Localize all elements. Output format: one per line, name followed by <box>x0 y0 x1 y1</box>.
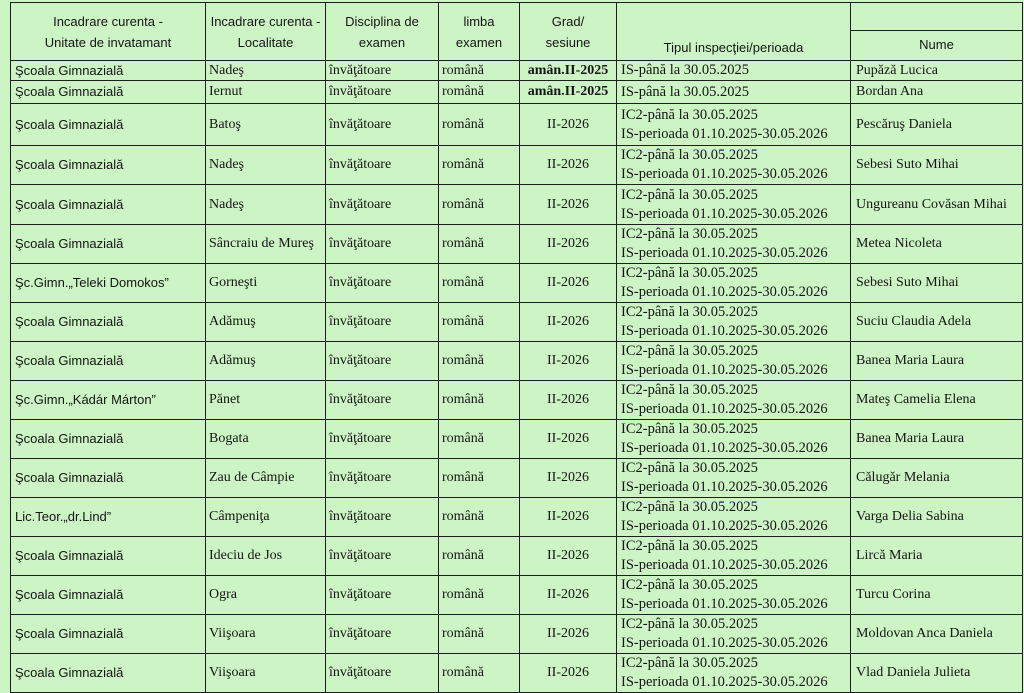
table-row <box>11 104 1023 146</box>
locality-cell: Iernut <box>206 81 326 104</box>
language-cell: română <box>439 225 520 264</box>
inspection-cell <box>617 303 851 342</box>
grade-cell: amân.II-2025 <box>520 81 617 104</box>
language-cell: română <box>439 498 520 537</box>
table-row <box>11 420 1023 459</box>
table-row <box>11 537 1023 576</box>
unit-cell: Şcoala Gimnazială <box>11 654 206 693</box>
language-cell: română <box>439 576 520 615</box>
name-cell: Călugăr Melania <box>851 459 1023 498</box>
header-line: examen <box>455 34 503 50</box>
table-row <box>11 61 1023 81</box>
locality-cell: Batoş <box>206 104 326 146</box>
name-cell: Banea Maria Laura <box>851 342 1023 381</box>
grade-cell: II-2026 <box>520 537 617 576</box>
language-cell: română <box>439 420 520 459</box>
inspection-line: IS-perioada 01.10.2025-30.05.2026 <box>621 125 828 142</box>
grade-cell: II-2026 <box>520 342 617 381</box>
discipline-cell: învăţătoare <box>326 537 439 576</box>
header-line: sesiune <box>545 34 591 50</box>
inspection-line: IS-perioada 01.10.2025-30.05.2026 <box>621 245 828 261</box>
header-line: Nume <box>919 37 954 52</box>
inspection-line: IC2-până la 30.05.2025 <box>621 147 758 163</box>
discipline-cell: învăţătoare <box>326 654 439 693</box>
language-cell: română <box>439 459 520 498</box>
unit-cell: Şcoala Gimnazială <box>11 537 206 576</box>
unit-cell: Şcoala Gimnazială <box>11 81 206 104</box>
name-cell: Lircă Maria <box>851 537 1023 576</box>
inspection-cell <box>617 498 851 537</box>
inspection-cell <box>617 225 851 264</box>
inspection-line: IC2-până la 30.05.2025 <box>621 577 758 593</box>
unit-cell: Şcoala Gimnazială <box>11 576 206 615</box>
locality-cell: Adămuş <box>206 342 326 381</box>
table-row <box>11 498 1023 537</box>
grade-cell: II-2026 <box>520 576 617 615</box>
locality-cell: Viişoara <box>206 654 326 693</box>
inspection-cell <box>617 381 851 420</box>
header-line: Incadrare curenta - <box>210 13 321 29</box>
locality-cell: Ogra <box>206 576 326 615</box>
discipline-cell: învăţătoare <box>326 225 439 264</box>
language-cell: română <box>439 615 520 654</box>
table-row <box>11 342 1023 381</box>
inspection-line: IS-perioada 01.10.2025-30.05.2026 <box>621 479 828 495</box>
discipline-cell: învăţătoare <box>326 104 439 146</box>
inspection-line: IC2-până la 30.05.2025 <box>621 616 758 632</box>
discipline-cell: învăţătoare <box>326 81 439 104</box>
unit-cell: Şcoala Gimnazială <box>11 185 206 225</box>
inspection-line: IS-perioada 01.10.2025-30.05.2026 <box>621 596 828 612</box>
unit-cell: Lic.Teor.„dr.Lind” <box>11 498 206 537</box>
header-line: Disciplina de <box>345 13 419 29</box>
inspection-cell <box>617 420 851 459</box>
inspection-line: IS-perioada 01.10.2025-30.05.2026 <box>621 284 828 300</box>
unit-cell: Şcoala Gimnazială <box>11 225 206 264</box>
grade-cell: II-2026 <box>520 498 617 537</box>
inspection-line: IC2-până la 30.05.2025 <box>621 460 758 476</box>
inspection-cell <box>617 576 851 615</box>
inspection-line: IS-până la 30.05.2025 <box>621 83 750 100</box>
locality-cell: Gorneşti <box>206 264 326 303</box>
name-cell: Pescăruş Daniela <box>851 104 1023 146</box>
name-cell: Metea Nicoleta <box>851 225 1023 264</box>
name-cell: Suciu Claudia Adela <box>851 303 1023 342</box>
unit-cell: Şcoala Gimnazială <box>11 303 206 342</box>
locality-cell: Adămuş <box>206 303 326 342</box>
inspection-cell <box>617 342 851 381</box>
inspection-cell <box>617 615 851 654</box>
unit-cell: Şcoala Gimnazială <box>11 146 206 185</box>
locality-cell: Bogata <box>206 420 326 459</box>
inspection-cell <box>617 81 851 104</box>
discipline-cell: învăţătoare <box>326 459 439 498</box>
language-cell: română <box>439 654 520 693</box>
inspection-line: IS-perioada 01.10.2025-30.05.2026 <box>621 323 828 339</box>
inspection-line: IS-perioada 01.10.2025-30.05.2026 <box>621 205 828 222</box>
grade-cell: amân.II-2025 <box>520 61 617 81</box>
inspection-line: IS-perioada 01.10.2025-30.05.2026 <box>621 362 828 378</box>
discipline-cell: învăţătoare <box>326 381 439 420</box>
discipline-cell: învăţătoare <box>326 576 439 615</box>
discipline-cell: învăţătoare <box>326 61 439 81</box>
header-name <box>851 3 1023 61</box>
language-cell: română <box>439 342 520 381</box>
language-cell: română <box>439 146 520 185</box>
discipline-cell: învăţătoare <box>326 303 439 342</box>
unit-cell: Şcoala Gimnazială <box>11 420 206 459</box>
grade-cell: II-2026 <box>520 185 617 225</box>
inspection-cell <box>617 264 851 303</box>
discipline-cell: învăţătoare <box>326 264 439 303</box>
locality-cell: Nadeş <box>206 146 326 185</box>
name-cell: Pupăză Lucica <box>851 61 1023 81</box>
header-line: limba <box>463 13 495 29</box>
inspection-cell <box>617 185 851 225</box>
name-cell: Bordan Ana <box>851 81 1023 104</box>
table-row <box>11 225 1023 264</box>
language-cell: română <box>439 185 520 225</box>
table-row <box>11 146 1023 185</box>
inspection-line: IS-perioada 01.10.2025-30.05.2026 <box>621 518 828 534</box>
discipline-cell: învăţătoare <box>326 185 439 225</box>
locality-cell: Câmpeniţa <box>206 498 326 537</box>
unit-cell: Şc.Gimn.„Teleki Domokos” <box>11 264 206 303</box>
name-cell: Mateş Camelia Elena <box>851 381 1023 420</box>
inspection-cell <box>617 104 851 146</box>
grade-cell: II-2026 <box>520 264 617 303</box>
inspection-line: IS-perioada 01.10.2025-30.05.2026 <box>621 674 828 690</box>
header-line: Tipul inspecţiei/perioada <box>663 40 804 55</box>
language-cell: română <box>439 303 520 342</box>
header-line: Grad/ <box>551 13 585 29</box>
locality-cell: Ideciu de Jos <box>206 537 326 576</box>
table-row <box>11 81 1023 104</box>
inspection-line: IC2-până la 30.05.2025 <box>621 421 758 437</box>
inspection-line: IC2-până la 30.05.2025 <box>621 343 758 359</box>
name-cell: Ungureanu Covăsan Mihai <box>851 185 1023 225</box>
language-cell: română <box>439 104 520 146</box>
table-row <box>11 459 1023 498</box>
inspection-line: IS-perioada 01.10.2025-30.05.2026 <box>621 401 828 417</box>
table-row <box>11 185 1023 225</box>
unit-cell: Şcoala Gimnazială <box>11 61 206 81</box>
name-cell: Turcu Corina <box>851 576 1023 615</box>
unit-cell: Şc.Gimn.„Kádár Márton” <box>11 381 206 420</box>
inspection-line: IS-perioada 01.10.2025-30.05.2026 <box>621 166 828 182</box>
inspection-line: IC2-până la 30.05.2025 <box>621 382 758 398</box>
header-line: examen <box>358 34 406 50</box>
grade-cell: II-2026 <box>520 225 617 264</box>
name-cell: Varga Delia Sabina <box>851 498 1023 537</box>
header-language <box>439 3 520 61</box>
inspection-cell <box>617 537 851 576</box>
locality-cell: Sâncraiu de Mureş <box>206 225 326 264</box>
name-cell: Vlad Daniela Julieta <box>851 654 1023 693</box>
name-cell: Moldovan Anca Daniela <box>851 615 1023 654</box>
locality-cell: Viişoara <box>206 615 326 654</box>
table-header-row <box>11 3 1023 61</box>
inspection-line: IC2-până la 30.05.2025 <box>621 186 758 203</box>
inspection-cell <box>617 459 851 498</box>
grade-cell: II-2026 <box>520 104 617 146</box>
inspection-line: IC2-până la 30.05.2025 <box>621 106 758 123</box>
discipline-cell: învăţătoare <box>326 146 439 185</box>
discipline-cell: învăţătoare <box>326 498 439 537</box>
unit-cell: Şcoala Gimnazială <box>11 104 206 146</box>
grade-cell: II-2026 <box>520 420 617 459</box>
discipline-cell: învăţătoare <box>326 342 439 381</box>
header-line: Localitate <box>237 34 294 50</box>
language-cell: română <box>439 61 520 81</box>
inspection-table <box>10 2 1023 693</box>
inspection-line: IS-perioada 01.10.2025-30.05.2026 <box>621 557 828 573</box>
inspection-line: IS-până la 30.05.2025 <box>621 62 750 78</box>
header-inspection <box>617 3 851 61</box>
unit-cell: Şcoala Gimnazială <box>11 459 206 498</box>
header-locality <box>206 3 326 61</box>
unit-cell: Şcoala Gimnazială <box>11 342 206 381</box>
inspection-cell <box>617 146 851 185</box>
inspection-line: IS-perioada 01.10.2025-30.05.2026 <box>621 440 828 456</box>
inspection-line: IC2-până la 30.05.2025 <box>621 226 758 242</box>
table-row <box>11 381 1023 420</box>
table-row <box>11 654 1023 693</box>
header-grade <box>520 3 617 61</box>
name-cell: Sebesi Suto Mihai <box>851 264 1023 303</box>
locality-cell: Nadeş <box>206 61 326 81</box>
inspection-line: IC2-până la 30.05.2025 <box>621 304 758 320</box>
header-discipline <box>326 3 439 61</box>
table-row <box>11 264 1023 303</box>
grade-cell: II-2026 <box>520 654 617 693</box>
language-cell: română <box>439 81 520 104</box>
table-row <box>11 576 1023 615</box>
grade-cell: II-2026 <box>520 381 617 420</box>
grade-cell: II-2026 <box>520 615 617 654</box>
inspection-line: IC2-până la 30.05.2025 <box>621 655 758 671</box>
locality-cell: Zau de Câmpie <box>206 459 326 498</box>
language-cell: română <box>439 537 520 576</box>
header-line: Incadrare curenta - <box>53 13 163 29</box>
table-row <box>11 615 1023 654</box>
inspection-line: IC2-până la 30.05.2025 <box>621 499 758 515</box>
inspection-cell <box>617 61 851 81</box>
grade-cell: II-2026 <box>520 303 617 342</box>
header-name-divider <box>851 3 1022 31</box>
unit-cell: Şcoala Gimnazială <box>11 615 206 654</box>
discipline-cell: învăţătoare <box>326 615 439 654</box>
table-body <box>11 61 1023 693</box>
locality-cell: Pănet <box>206 381 326 420</box>
name-cell: Banea Maria Laura <box>851 420 1023 459</box>
inspection-cell <box>617 654 851 693</box>
name-cell: Sebesi Suto Mihai <box>851 146 1023 185</box>
language-cell: română <box>439 264 520 303</box>
inspection-line: IC2-până la 30.05.2025 <box>621 265 758 281</box>
language-cell: română <box>439 381 520 420</box>
table-row <box>11 303 1023 342</box>
grade-cell: II-2026 <box>520 146 617 185</box>
locality-cell: Nadeş <box>206 185 326 225</box>
header-line: Unitate de invatamant <box>44 34 172 50</box>
grade-cell: II-2026 <box>520 459 617 498</box>
inspection-line: IC2-până la 30.05.2025 <box>621 538 758 554</box>
discipline-cell: învăţătoare <box>326 420 439 459</box>
header-unit <box>11 3 206 61</box>
inspection-line: IS-perioada 01.10.2025-30.05.2026 <box>621 635 828 651</box>
